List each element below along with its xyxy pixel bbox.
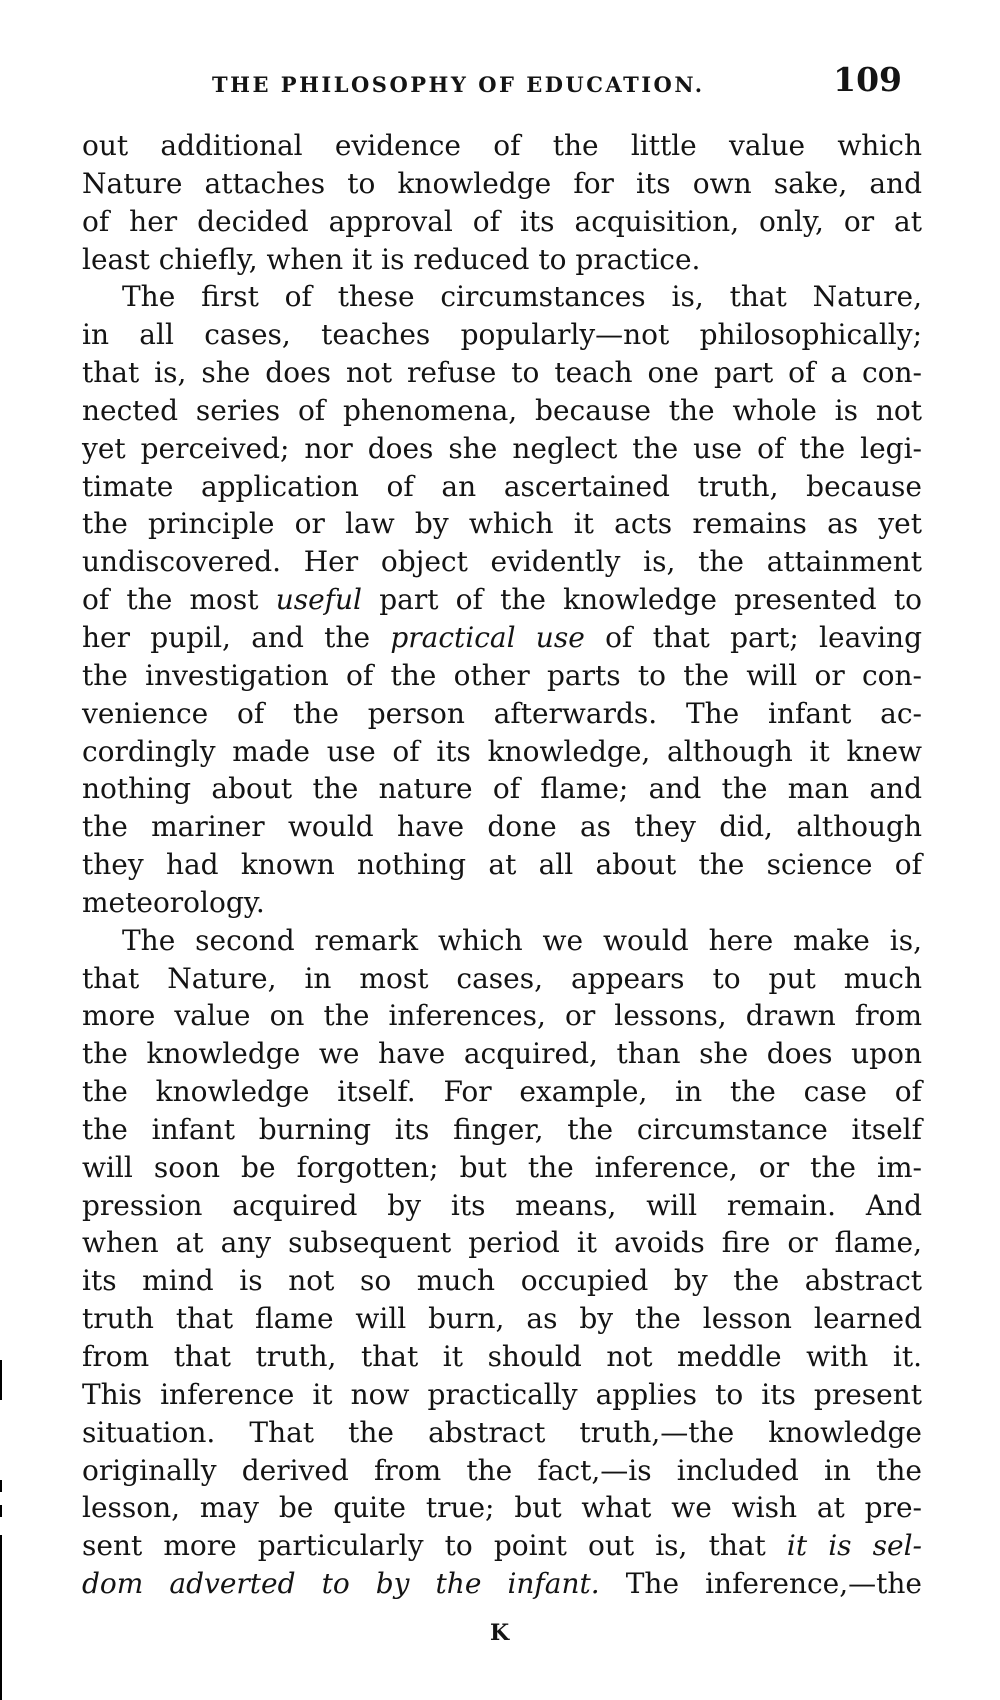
text-line: nected series of phenomena, because the whole is not xyxy=(82,393,922,427)
text-line: Nature attaches to knowledge for its own sake, and xyxy=(82,166,922,200)
text-line: from that truth, that it should not meddle with it. xyxy=(82,1340,922,1373)
page-edge-mark xyxy=(0,1535,2,1700)
paragraph-first-line: The first of these circumstances is, that Nature, xyxy=(122,280,922,314)
body-text xyxy=(82,127,922,1603)
page-edge-mark xyxy=(0,1505,2,1517)
text-line xyxy=(82,581,922,619)
text-line: the knowledge we have acquired, than she does upon xyxy=(82,1037,922,1071)
text-line xyxy=(82,1527,922,1565)
text-line xyxy=(82,1565,922,1603)
running-title: THE PHILOSOPHY OF EDUCATION. xyxy=(212,72,705,97)
paragraph-first-line: The second remark which we would here make is, xyxy=(122,923,922,957)
text-line: yet perceived; nor does she neglect the use of the legi- xyxy=(82,431,922,465)
text-line xyxy=(82,619,922,657)
text-line: undiscovered. Her object evidently is, the attainment xyxy=(82,545,922,579)
text-line: situation. That the abstract truth,—the knowledge xyxy=(82,1415,922,1449)
text-run: sent more particularly to point out is, that xyxy=(82,1529,787,1563)
italic-emphasis: useful xyxy=(275,583,363,617)
text-line: This inference it now practically applies to its present xyxy=(82,1377,922,1411)
text-line: more value on the inferences, or lessons, drawn from xyxy=(82,999,922,1033)
text-line: when at any subsequent period it avoids fire or flame, xyxy=(82,1226,922,1260)
italic-emphasis: it is sel- xyxy=(786,1529,923,1563)
text-line: they had known nothing at all about the science of xyxy=(82,848,922,882)
text-run: of the most xyxy=(82,583,276,617)
text-line: originally derived from the fact,—is included in the xyxy=(82,1453,922,1487)
page-edge-mark xyxy=(0,1480,2,1492)
text-line: of her decided approval of its acquisition, only, or at xyxy=(82,204,922,238)
text-line: in all cases, teaches popularly—not philosophically; xyxy=(82,318,922,352)
text-line: the knowledge itself. For example, in the case of xyxy=(82,1075,922,1109)
page-header xyxy=(82,60,922,108)
text-line: nothing about the nature of flame; and the man and xyxy=(82,772,922,806)
page-edge-mark xyxy=(0,1360,2,1400)
text-line: the investigation of the other parts to the will or con- xyxy=(82,658,922,692)
text-run: The inference,—the xyxy=(599,1567,922,1601)
italic-emphasis: practical use xyxy=(390,620,585,654)
text-line: lesson, may be quite true; but what we wish at pre- xyxy=(82,1491,922,1525)
text-line: pression acquired by its means, will remain. And xyxy=(82,1188,922,1222)
text-line: the infant burning its finger, the circumstance itself xyxy=(82,1112,922,1146)
text-line: that is, she does not refuse to teach one part of a con- xyxy=(82,356,922,390)
text-line: venience of the person afterwards. The infant ac- xyxy=(82,696,922,730)
text-run: of that part; leaving xyxy=(584,620,923,654)
signature-mark: K xyxy=(490,1620,510,1646)
text-run: part of the knowledge presented to xyxy=(362,583,922,617)
text-run: her pupil, and the xyxy=(82,620,391,654)
text-line: the principle or law by which it acts remains as yet xyxy=(82,507,922,541)
italic-emphasis: dom adverted to by the infant. xyxy=(82,1567,600,1601)
text-line: the mariner would have done as they did, although xyxy=(82,810,922,844)
page-number: 109 xyxy=(833,60,902,99)
text-line: its mind is not so much occupied by the abstract xyxy=(82,1264,922,1298)
text-line: least chiefly, when it is reduced to practice. xyxy=(82,242,701,276)
text-line: truth that flame will burn, as by the lesson learned xyxy=(82,1302,922,1336)
text-line: timate application of an ascertained truth, because xyxy=(82,469,922,503)
text-line: that Nature, in most cases, appears to put much xyxy=(82,961,922,995)
text-line: cordingly made use of its knowledge, although it knew xyxy=(82,734,922,768)
text-line: out additional evidence of the little value which xyxy=(82,129,922,162)
text-line: meteorology. xyxy=(82,885,265,919)
text-line: will soon be forgotten; but the inference, or the im- xyxy=(82,1150,922,1184)
